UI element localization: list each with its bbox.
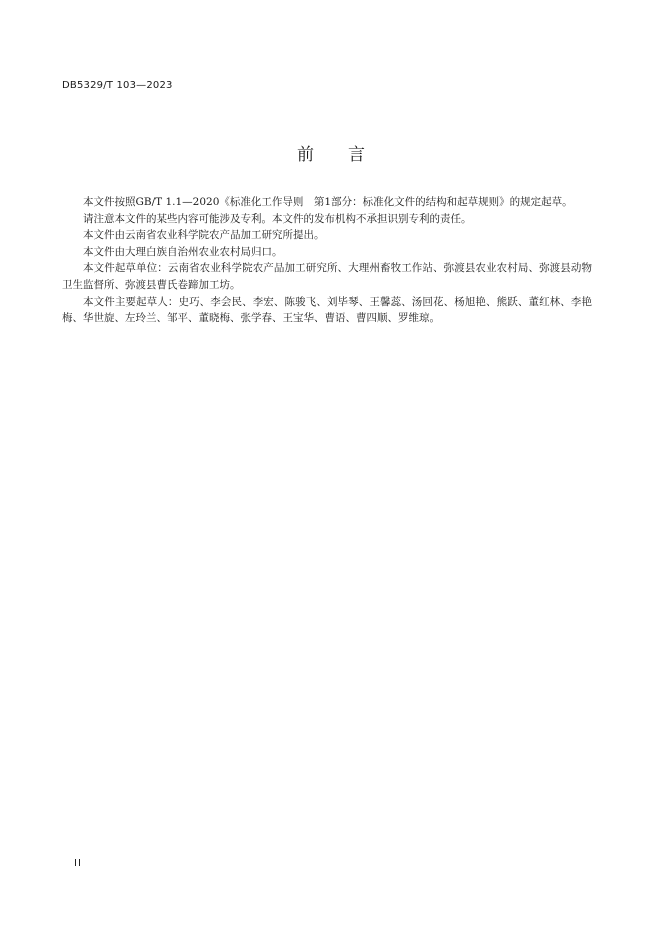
page-number: II: [74, 858, 82, 869]
title-char-1: 前: [297, 145, 314, 165]
paragraph-patent-notice: 请注意本文件的某些内容可能涉及专利。本文件的发布机构不承担识别专利的责任。: [83, 212, 472, 225]
paragraph-drafting-units: 本文件起草单位：云南省农业科学院农产品加工研究所、大理州畜牧工作站、弥渡县农业农村局、弥渡县动物卫生监督所、弥渡县曹氏卷蹄加工坊。: [62, 262, 592, 291]
title-char-2: 言: [348, 145, 365, 165]
paragraph-main-drafters: 本文件主要起草人：史巧、李会民、李宏、陈骏飞、刘毕琴、王馨蕊、汤回花、杨旭艳、熊跃、董红林、李艳梅、华世旋、左玲兰、邹平、董晓梅、张学春、王宝华、曹语、曹四顺、罗维琼。: [62, 295, 592, 325]
paragraph-centralized-by: 本文件由大理白族自治州农业农村局归口。: [83, 245, 283, 258]
paragraph-drafting-basis: 本文件按照GB/T 1.1—2020《标准化工作导则 第1部分：标准化文件的结构和起草规则》的规定起草。: [83, 196, 573, 208]
paragraph-proposed-by: 本文件由云南省农业科学院农产品加工研究所提出。: [83, 229, 325, 242]
document-code: DB5329/T 103—2023: [62, 80, 173, 91]
page-title: [0, 140, 662, 165]
foreword-body: [62, 194, 592, 327]
